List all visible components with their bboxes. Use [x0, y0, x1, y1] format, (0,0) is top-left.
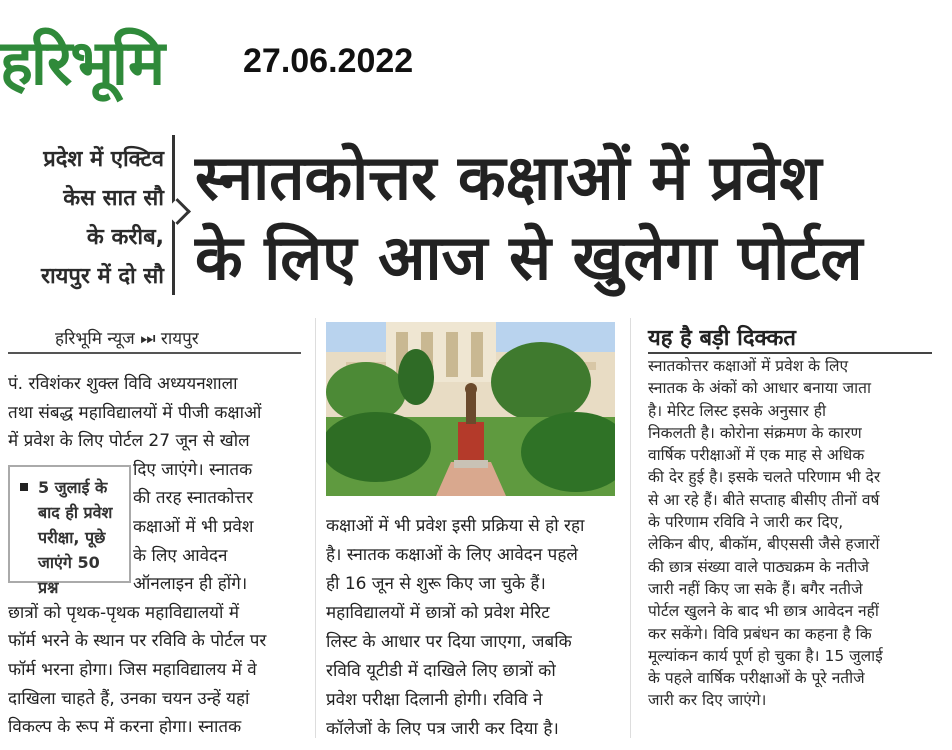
text-line: पं. रविशंकर शुक्ल विवि अध्ययनशाला	[8, 374, 238, 394]
text-line: जारी कर दिए जाएंगे।	[648, 691, 767, 710]
pullout-box	[8, 465, 131, 597]
byline: हरिभूमि न्यूज ⏭ रायपुर	[55, 329, 199, 349]
text-line: प्रवेश परीक्षा दिलानी होगी। रविवि ने	[326, 690, 543, 710]
sidebar-heading: यह है बड़ी दिक्कत	[648, 326, 796, 351]
text-line: स्नातकोत्तर कक्षाओं में प्रवेश के लिए	[648, 357, 849, 375]
pullout-line: जाएंगे 50 प्रश्न	[38, 553, 100, 597]
text-line: जारी नहीं किए जा सके हैं। बगैर नतीजे	[648, 579, 863, 598]
text-line: लिस्ट के आधार पर दिया जाएगा, जबकि	[326, 632, 572, 652]
pullout-line: बाद ही प्रवेश	[38, 503, 113, 522]
text-line: के पहले वार्षिक परीक्षाओं के पूरे नतीजे	[648, 669, 865, 688]
masthead	[0, 28, 952, 98]
text-line: महाविद्यालयों में छात्रों को प्रवेश मेरिट	[326, 603, 550, 623]
text-line: फॉर्म भरने के स्थान पर रविवि के पोर्टल पर	[8, 631, 267, 652]
column-divider	[315, 318, 316, 738]
text-line: से आ रहे हैं। बीते सप्ताह बीसीए तीनों वर्ष	[648, 490, 880, 509]
text-line: पोर्टल खुलने के बाद भी छात्र आवेदन नहीं	[648, 602, 879, 621]
text-line: में प्रवेश के लिए पोर्टल 27 जून से खोल	[8, 431, 250, 452]
side-headline-line: केस सात सौ	[63, 186, 164, 211]
text-line: के लिए आवेदन	[133, 545, 228, 566]
text-line: तथा संबद्ध महाविद्यालयों में पीजी कक्षाओं	[8, 402, 262, 423]
column-divider	[630, 318, 631, 738]
text-line: रविवि यूटीडी में दाखिले लिए छात्रों को	[326, 661, 556, 681]
text-line: वार्षिक परीक्षाओं में एक माह से अधिक	[648, 446, 865, 465]
side-headline-line: प्रदेश में एक्टिव	[43, 147, 164, 172]
pullout-line: परीक्षा, पूछे	[38, 528, 106, 547]
side-headline-line: के करीब,	[86, 225, 164, 250]
text-line: ही 16 जून से शुरू किए जा चुके हैं।	[326, 574, 546, 594]
text-line: विकल्प के रूप में करना होगा। स्नातक	[8, 717, 242, 738]
text-line: लेकिन बीए, बीकॉम, बीएससी जैसे हजारों	[648, 535, 880, 554]
text-line: कक्षाओं में भी प्रवेश	[133, 516, 254, 537]
text-line: स्नातक के अंकों को आधार बनाया जाता	[648, 379, 871, 398]
headline-line-1: स्नातकोत्तर कक्षाओं में प्रवेश	[195, 141, 822, 214]
newspaper-logo: हरिभूमि	[0, 26, 164, 99]
text-line: है। मेरिट लिस्ट इसके अनुसार ही	[648, 401, 827, 420]
text-line: ऑनलाइन ही होंगे।	[133, 574, 248, 595]
text-line: की छात्र संख्या वाले पाठ्यक्रम के नतीजे	[648, 557, 869, 576]
side-headline-line: रायपुर में दो सौ	[40, 264, 164, 289]
headline-line-2: के लिए आज से खुलेगा पोर्टल	[195, 221, 863, 294]
campus-photo-illustration	[326, 322, 615, 496]
side-divider-arrow-icon	[164, 198, 191, 225]
text-line: छात्रों को पृथक-पृथक महाविद्यालयों में	[8, 602, 239, 623]
text-line: दाखिला चाहते हैं, उनका चयन उन्हें यहां	[8, 688, 250, 709]
text-line: कॉलेजों के लिए पत्र जारी कर दिया है।	[326, 719, 559, 739]
campus-photo	[326, 322, 615, 496]
text-line: दिए जाएंगे। स्नातक	[133, 459, 253, 480]
text-line: की देर हुई है। इसके चलते परिणाम भी देर	[648, 468, 881, 487]
text-line: कर सकेंगे। विवि प्रबंधन का कहना है कि	[648, 624, 872, 643]
article-column-3	[648, 355, 932, 712]
text-line: के परिणाम रविवि ने जारी कर दिए,	[648, 513, 844, 532]
byline-rule	[8, 352, 301, 354]
side-headline	[12, 140, 164, 296]
text-line: है। स्नातक कक्षाओं के लिए आवेदन पहले	[326, 545, 578, 565]
main-headline	[195, 138, 945, 298]
text-line: निकलती है। कोरोना संक्रमण के कारण	[648, 423, 862, 442]
sidebar-heading-rule	[648, 352, 932, 354]
publication-date: 27.06.2022	[243, 42, 414, 80]
article-column-2	[326, 512, 616, 744]
square-bullet-icon	[20, 483, 28, 491]
pullout-line: 5 जुलाई के	[38, 478, 108, 497]
text-line: फॉर्म भरना होगा। जिस महाविद्यालय में वे	[8, 659, 257, 680]
text-line: की तरह स्नातकोत्तर	[133, 488, 254, 509]
text-line: कक्षाओं में भी प्रवेश इसी प्रक्रिया से हो रहा	[326, 516, 585, 536]
text-line: मूल्यांकन कार्य पूर्ण हो चुका है। 15 जुलाई	[648, 646, 883, 665]
